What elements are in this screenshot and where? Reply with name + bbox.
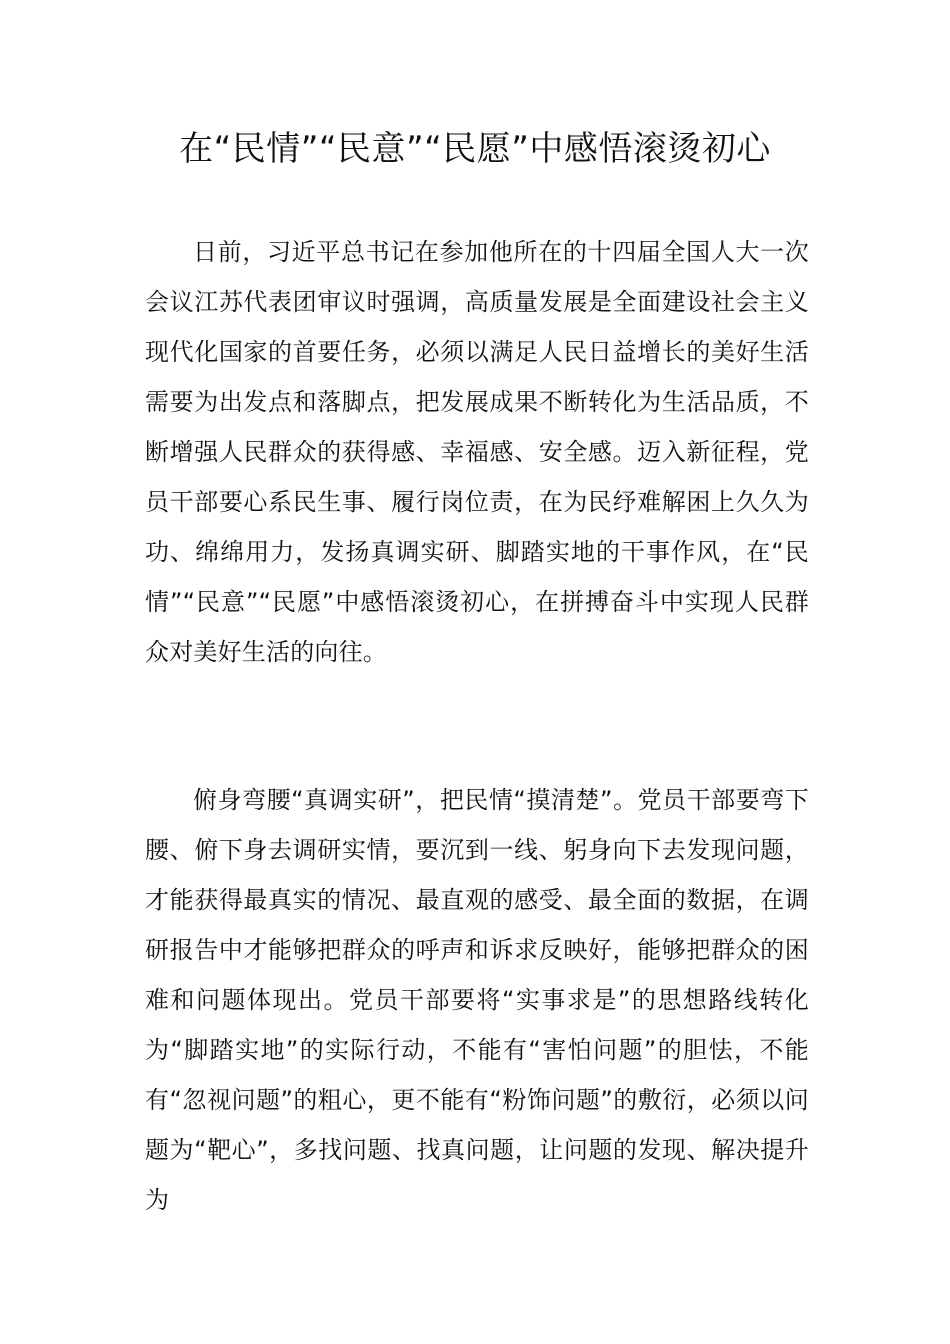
paragraph-1: 日前，习近平总书记在参加他所在的十四届全国人大一次会议江苏代表团审议时强调，高质量发展是全面建设社会主义现代化国家的首要任务，必须以满足人民日益增长的美好生活需要为出发点和落脚点，把发展成果不断转化为生活品质，不断增强人民群众的获得感、幸福感、安全感。迈入新征程，党员干部要心系民生事、履行岗位责，在为民纾难解困上久久为功、绵绵用力，发扬真调实研、脚踏实地的干事作风，在“民情”“民意”“民愿”中感悟滚烫初心，在拼搏奋斗中实现人民群众对美好生活的向往。	[145, 238, 809, 666]
paragraph-2: 俯身弯腰“真调实研”，把民情“摸清楚”。党员干部要弯下腰、俯下身去调研实情，要沉到一线、躬身向下去发现问题，才能获得最真实的情况、最直观的感受、最全面的数据，在调研报告中才能够把群众的呼声和诉求反映好，能够把群众的困难和问题体现出。党员干部要将“实事求是”的思想路线转化为“脚踏实地”的实际行动，不能有“害怕问题”的胆怯，不能有“忽视问题”的粗心，更不能有“粉饰问题”的敷衍，必须以问题为“靶心”，多找问题、找真问题，让问题的发现、解决提升为	[145, 786, 809, 1214]
document-title: 在“民情”“民意”“民愿”中感悟滚烫初心	[179, 129, 771, 169]
